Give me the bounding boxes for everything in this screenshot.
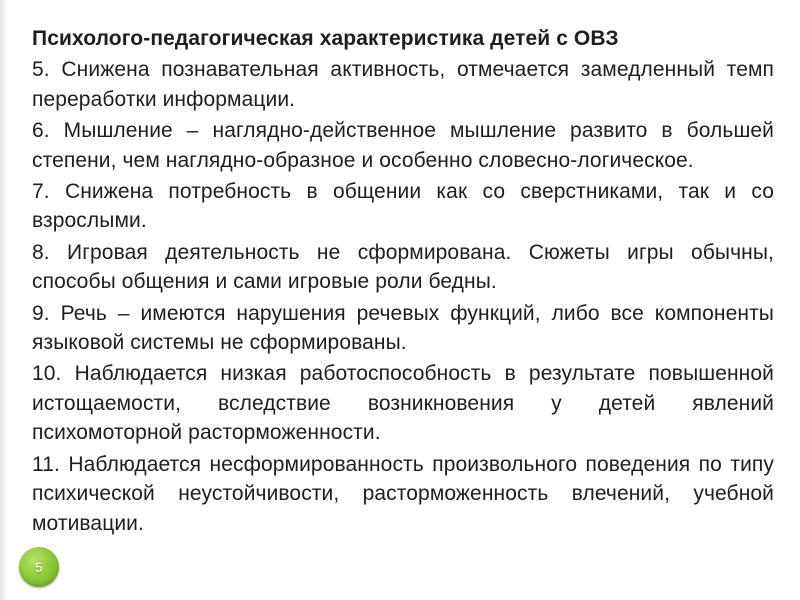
slide-content	[32, 24, 774, 540]
paragraph-item-10: 10. Наблюдается низкая работоспособность в результате повышенной истощаемости, вследствие возникновения у детей явлений психомоторной расторможенности.	[32, 362, 774, 445]
slide-title: Психолого-педагогическая характеристика детей с ОВЗ	[32, 27, 619, 50]
paragraph-item-6: 6. Мышление – наглядно-действенное мышление развито в большей степени, чем наглядно-образное и особенно словесно-логическое.	[32, 119, 774, 172]
paragraph-item-11: 11. Наблюдается несформированность произвольного поведения по типу психической неустойчивости, расторможенность влечений, учебной мотивации.	[32, 452, 774, 535]
slide-edge-strip	[0, 0, 8, 600]
paragraph-item-7: 7. Снижена потребность в общении как со сверстниками, так и со взрослыми.	[32, 180, 774, 233]
page-number-badge	[19, 547, 59, 587]
paragraph-item-8: 8. Игровая деятельность не сформирована. Сюжеты игры обычны, способы общения и сами игровые роли бедны.	[32, 240, 774, 294]
page-number: 5	[35, 559, 43, 575]
paragraph-item-9: 9. Речь – имеются нарушения речевых функций, либо все компоненты языковой системы не сформированы.	[32, 301, 774, 355]
paragraph-item-5: 5. Снижена познавательная активность, отмечается замедленный темп переработки информации.	[32, 58, 774, 111]
